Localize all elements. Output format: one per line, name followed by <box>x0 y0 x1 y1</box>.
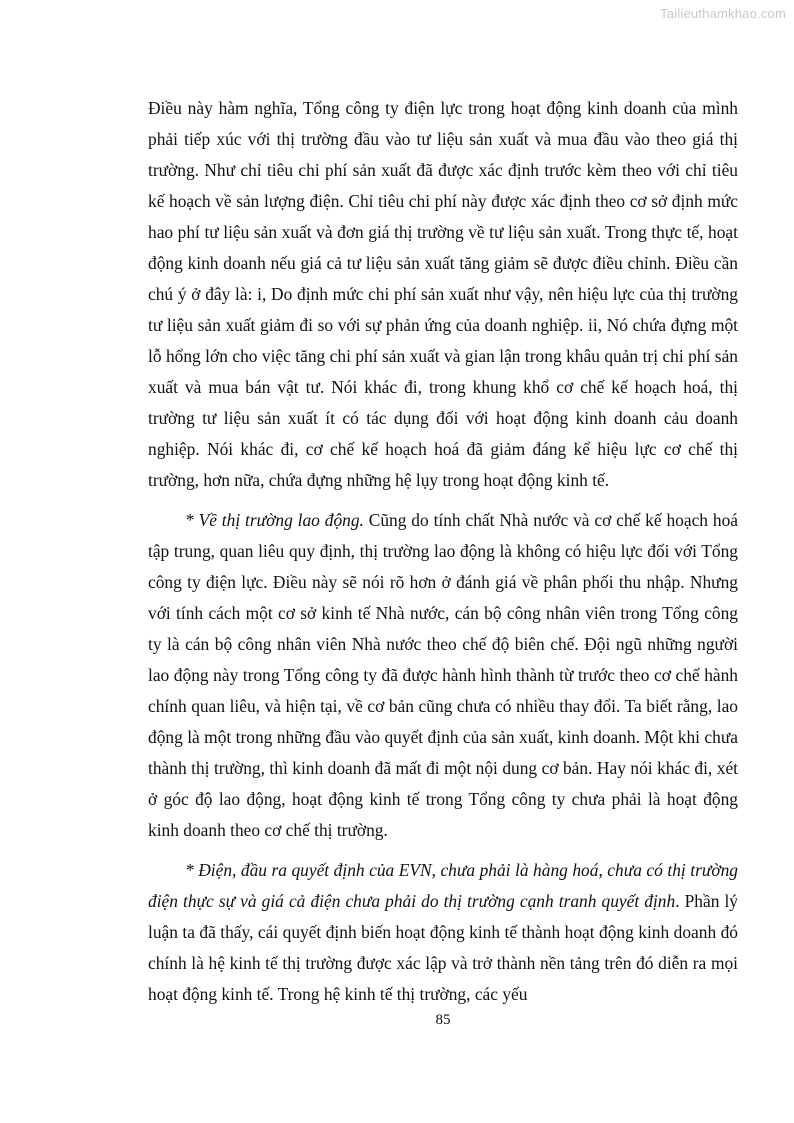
page-body <box>148 93 738 1019</box>
paragraph-2-text: Cũng do tính chất Nhà nước và cơ chế kế hoạch hoá tập trung, quan liêu quy định, thị trường lao động là không có hiệu lực đối với Tổng công ty điện lực. Điều này sẽ nói rõ hơn ở đánh giá về phân phối thu nhập. Nhưng với tính cách một cơ sở kinh tế Nhà nước, cán bộ công nhân viên trong Tổng công ty là cán bộ công nhân viên Nhà nước theo chế độ biên chế. Đội ngũ những người lao động này trong Tổng công ty đã được hành hình thành từ trước theo cơ chế hành chính quan liêu, và hiện tại, về cơ bản cũng chưa có nhiều thay đổi. Ta biết rằng, lao động là một trong những đầu vào quyết định của sản xuất, kinh doanh. Một khi chưa thành thị trường, thì kinh doanh đã mất đi một nội dung cơ bản. Hay nói khác đi, xét ở góc độ lao động, hoạt động kinh tế trong Tổng công ty chưa phải là hoạt động kinh doanh theo cơ chế thị trường. <box>148 510 738 840</box>
paragraph-2-italic-heading: * Về thị trường lao động. <box>185 510 364 530</box>
watermark: Tailieuthamkhao.com <box>660 6 786 21</box>
paragraph-3 <box>148 855 738 1010</box>
page-number: 85 <box>435 1012 451 1028</box>
paragraph-1: Điều này hàm nghĩa, Tổng công ty điện lực trong hoạt động kinh doanh của mình phải tiếp xúc với thị trường đầu vào tư liệu sản xuất và mua đầu vào theo giá thị trường. Như chỉ tiêu chi phí sản xuất đã được xác định trước kèm theo với chỉ tiêu kế hoạch về sản lượng điện. Chỉ tiêu chi phí này được xác định theo cơ sở định mức hao phí tư liệu sản xuất và đơn giá thị trường về tư liệu sản xuất. Trong thực tế, hoạt động kinh doanh nếu giá cả tư liệu sản xuất tăng giảm sẽ được điều chỉnh. Điều cần chú ý ở đây là: i, Do định mức chi phí sản xuất như vậy, nên hiệu lực của thị trường tư liệu sản xuất giảm đi so với sự phản ứng của doanh nghiệp. ii, Nó chứa đựng một lỗ hổng lớn cho việc tăng chi phí sản xuất và gian lận trong khâu quản trị chi phí sản xuất và mua bán vật tư. Nói khác đi, trong khung khổ cơ chế kế hoạch hoá, thị trường tư liệu sản xuất ít có tác dụng đối với hoạt động kinh doanh cảu doanh nghiệp. Nói khác đi, cơ chế kế hoạch hoá đã giảm đáng kể hiệu lực cơ chế thị trường, hơn nữa, chứa đựng những hệ lụy trong hoạt động kinh tế. <box>148 98 738 490</box>
paragraph-2 <box>148 505 738 846</box>
paragraph-3-italic-heading: * Điện, đầu ra quyết định của EVN, chưa phải là hàng hoá, chưa có thị trường điện thực sự và giá cả điện chưa phải do thị trường cạnh tranh quyết định <box>148 860 738 911</box>
paragraph-3-text: . Phần lý luận ta đã thấy, cái quyết định biến hoạt động kinh tế thành hoạt động kinh doanh đó chính là hệ kinh tế thị trường được xác lập và trở thành nền tảng trên đó diễn ra mọi hoạt động kinh tế. Trong hệ kinh tế thị trường, các yếu <box>148 891 739 1004</box>
